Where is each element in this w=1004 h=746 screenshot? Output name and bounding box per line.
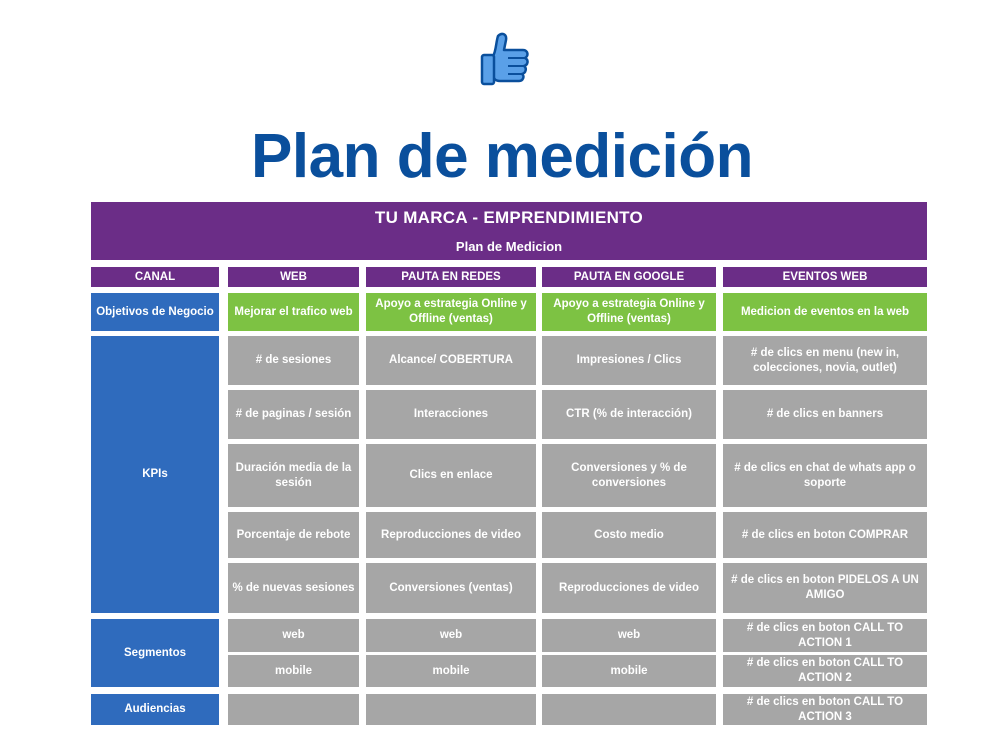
- header-web: WEB: [228, 267, 359, 287]
- segment-cell: web: [542, 619, 716, 652]
- page-title: Plan de medición: [251, 122, 753, 191]
- objective-pauta-google: Apoyo a estrategia Online y Offline (ventas): [542, 293, 716, 331]
- kpi-cell: Conversiones y % de conversiones: [542, 444, 716, 507]
- audience-cell: [542, 694, 716, 725]
- segment-cell: web: [366, 619, 536, 652]
- kpi-cell: Porcentaje de rebote: [228, 512, 359, 558]
- table-banner-subtitle: Plan de Medicion: [91, 232, 927, 260]
- kpi-cell: Conversiones (ventas): [366, 563, 536, 613]
- segment-cell: web: [228, 619, 359, 652]
- row-label-kpis: KPIs: [91, 336, 219, 613]
- segment-cell: mobile: [228, 655, 359, 687]
- objective-web: Mejorar el trafico web: [228, 293, 359, 331]
- kpi-cell: Clics en enlace: [366, 444, 536, 507]
- kpi-cell: Reproducciones de video: [542, 563, 716, 613]
- header-pauta-google: PAUTA EN GOOGLE: [542, 267, 716, 287]
- kpi-cell: % de nuevas sesiones: [228, 563, 359, 613]
- kpi-cell: # de clics en banners: [723, 390, 927, 439]
- kpi-cell: # de clics en chat de whats app o soporte: [723, 444, 927, 507]
- segment-cell: mobile: [542, 655, 716, 687]
- kpi-cell: Impresiones / Clics: [542, 336, 716, 385]
- kpi-cell: Duración media de la sesión: [228, 444, 359, 507]
- kpi-cell: # de clics en boton PIDELOS A UN AMIGO: [723, 563, 927, 613]
- kpi-cell: # de sesiones: [228, 336, 359, 385]
- kpi-cell: Costo medio: [542, 512, 716, 558]
- header-eventos-web: EVENTOS WEB: [723, 267, 927, 287]
- header-pauta-redes: PAUTA EN REDES: [366, 267, 536, 287]
- kpi-cell: Alcance/ COBERTURA: [366, 336, 536, 385]
- kpi-cell: Interacciones: [366, 390, 536, 439]
- kpi-cell: Reproducciones de video: [366, 512, 536, 558]
- objective-eventos-web: Medicion de eventos en la web: [723, 293, 927, 331]
- audience-cell: [228, 694, 359, 725]
- row-label-objetivos: Objetivos de Negocio: [91, 293, 219, 331]
- audience-cell: # de clics en boton CALL TO ACTION 3: [723, 694, 927, 725]
- kpi-cell: # de clics en menu (new in, colecciones, novia, outlet): [723, 336, 927, 385]
- audience-cell: [366, 694, 536, 725]
- kpi-cell: CTR (% de interacción): [542, 390, 716, 439]
- row-label-segmentos: Segmentos: [91, 619, 219, 687]
- segment-cell: # de clics en boton CALL TO ACTION 1: [723, 619, 927, 652]
- header-canal: CANAL: [91, 267, 219, 287]
- table-banner-title: TU MARCA - EMPRENDIMIENTO: [91, 202, 927, 232]
- segment-cell: mobile: [366, 655, 536, 687]
- kpi-cell: # de paginas / sesión: [228, 390, 359, 439]
- objective-pauta-redes: Apoyo a estrategia Online y Offline (ventas): [366, 293, 536, 331]
- kpi-cell: # de clics en boton COMPRAR: [723, 512, 927, 558]
- segment-cell: # de clics en boton CALL TO ACTION 2: [723, 655, 927, 687]
- row-label-audiencias: Audiencias: [91, 694, 219, 725]
